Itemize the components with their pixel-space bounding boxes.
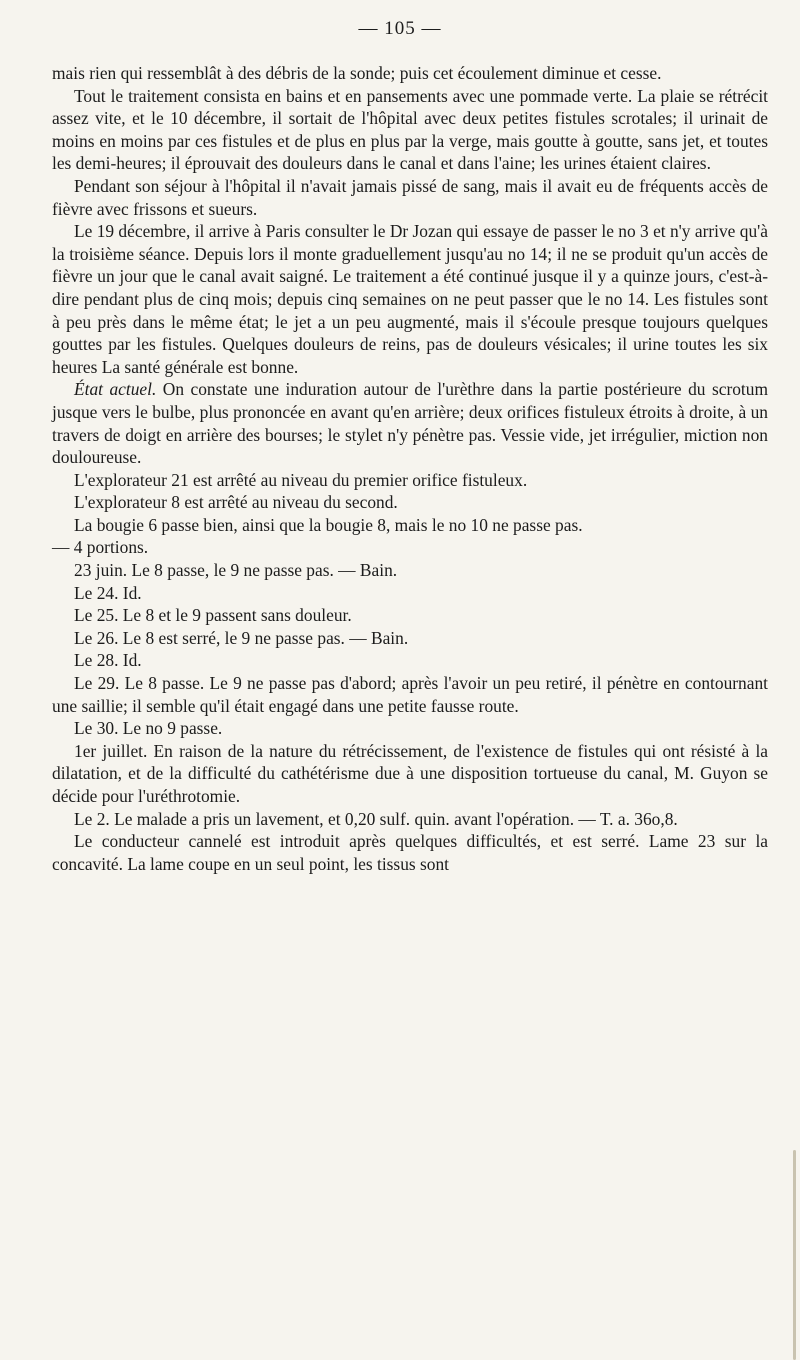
paragraph: L'explorateur 8 est arrêté au niveau du second. [74,492,398,513]
paragraph: Le 24. Id. [74,582,142,603]
paragraph: L'explorateur 21 est arrêté au niveau du premier orifice fistuleux. [74,469,528,490]
paragraph: Le 26. Le 8 est serré, le 9 ne passe pas. — Bain. [74,627,409,648]
paragraph: 23 juin. Le 8 passe, le 9 ne passe pas. — Bain. [74,560,398,581]
paragraph: Le conducteur cannelé est introduit après quelques difficultés, et est serré. Lame 23 sur la concavité. La lame coupe en un seul point, les tissus sont [52,831,768,874]
page-number: — 105 — [358,18,442,39]
section-label: État actuel. [74,379,157,400]
paragraph: Le 29. Le 8 passe. Le 9 ne passe pas d'abord; après l'avoir un peu retiré, il pénètre en contournant une saillie; il semble qu'il était engagé dans une petite fausse route. [52,673,768,716]
paragraph: 1er juillet. En raison de la nature du rétrécissement, de l'existence de fistules qui ont résisté à la dilatation, et de la difficulté du cathétérisme due à une disposition tortueuse du canal, M. Guyon se décide pour l'uréthrotomie. [52,740,768,806]
paragraph: Le 2. Le malade a pris un lavement, et 0,20 sulf. quin. avant l'opération. — T. a. 36o,8. [74,808,678,829]
paragraph: — 4 portions. [52,537,149,558]
page-edge-shadow [793,1150,796,1360]
paragraph: Le 28. Id. [74,650,142,671]
paragraph: La bougie 6 passe bien, ainsi que la bougie 8, mais le no 10 ne passe pas. [74,514,583,535]
paragraph: État actuel. On constate une induration autour de l'urèthre dans la partie postérieure du scrotum jusque vers le bulbe, plus prononcée en avant qu'en arrière; deux orifices fistuleux étroits à droite, à un travers de doigt en arrière des bourses; le stylet n'y pénètre pas. Vessie vide, jet irrégulier, miction non douloureuse. [52,379,768,468]
paragraph: Le 30. Le no 9 passe. [74,718,223,739]
paragraph: Tout le traitement consista en bains et en pansements avec une pommade verte. La plaie se rétrécit assez vite, et le 10 décembre, il sortait de l'hôpital avec deux petites fistules scrotales; il urinait de moins en moins par ces fistules et de plus en plus par la verge, mais goutte à goutte, sans jet, et toutes les demi-heures; il éprouvait des douleurs dans le canal et dans l'aine; les urines étaient claires. [52,85,768,174]
paragraph: Le 25. Le 8 et le 9 passent sans douleur. [74,605,352,626]
body-text [52,62,768,875]
paragraph: Le 19 décembre, il arrive à Paris consulter le Dr Jozan qui essaye de passer le no 3 et n'y arrive qu'à la troisième séance. Depuis lors il monte graduellement jusqu'au no 14; il ne se produit qu'un accès de fièvre un jour que le canal avait saigné. Le traitement a été continué jusque il y a quinze jours, c'est-à-dire pendant plus de cinq mois; depuis cinq semaines on ne peut passer que le no 14. Les fistules sont à peu près dans le même état; le jet a un peu augmenté, mais il s'écoule presque toujours quelques gouttes par les fistules. Quelques douleurs de reins, pas de douleurs vésicales; il urine toutes les six heures La santé générale est bonne. [52,221,768,377]
paragraph: Pendant son séjour à l'hôpital il n'avait jamais pissé de sang, mais il avait eu de fréquents accès de fièvre avec frissons et sueurs. [52,175,768,219]
paragraph: mais rien qui ressemblât à des débris de la sonde; puis cet écoulement diminue et cesse. [52,63,662,83]
